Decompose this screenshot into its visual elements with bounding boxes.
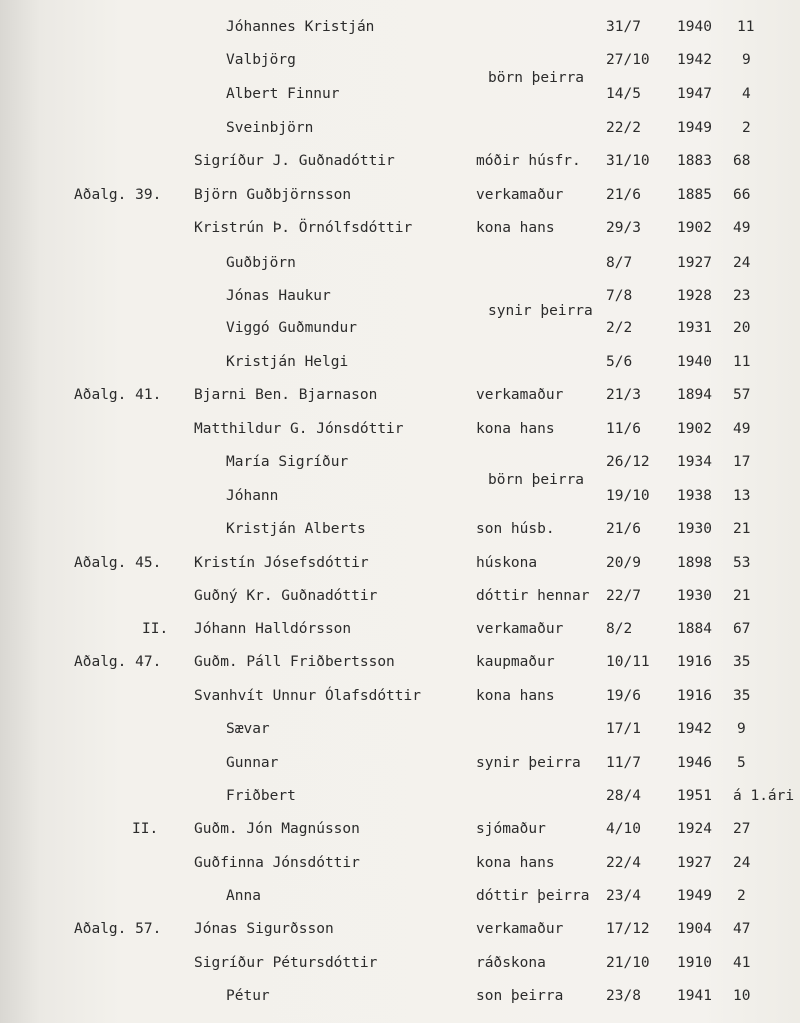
role-cell: ráðskona [476,955,546,971]
role-cell: kona hans [476,688,555,704]
table-row [0,851,800,875]
name-cell: Friðbert [226,788,296,804]
name-cell: Guðný Kr. Guðnadóttir [194,588,378,604]
age-cell: 17 [733,454,751,470]
age-cell: 2 [737,888,746,904]
role-cell: verkamaður [476,387,564,403]
role-cell: sjómaður [476,821,546,837]
birth-date-cell: 11/7 [606,755,641,771]
table-row [0,251,800,275]
birth-year-cell: 1934 [677,454,712,470]
name-cell: Valbjörg [226,52,296,68]
table-row [0,517,800,541]
name-cell: Jónas Haukur [226,288,331,304]
table-row [0,884,800,908]
name-cell: Sigríður J. Guðnadóttir [194,153,395,169]
birth-year-cell: 1928 [677,288,712,304]
birth-year-cell: 1927 [677,255,712,271]
age-cell: 35 [733,688,751,704]
birth-year-cell: 1924 [677,821,712,837]
birth-date-cell: 19/6 [606,688,641,704]
birth-year-cell: 1916 [677,688,712,704]
birth-year-cell: 1894 [677,387,712,403]
name-cell: Pétur [226,988,270,1004]
birth-year-cell: 1938 [677,488,712,504]
name-cell: Sveinbjörn [226,120,314,136]
birth-date-cell: 8/7 [606,255,633,271]
role-cell: son þeirra [476,988,564,1004]
name-cell: Guðm. Páll Friðbertsson [194,654,395,670]
name-cell: Björn Guðbjörnsson [194,187,352,203]
birth-year-cell: 1930 [677,521,712,537]
birth-date-cell: 26/12 [606,454,650,470]
name-cell: Guðbjörn [226,255,296,271]
age-cell: 41 [733,955,751,971]
age-cell: 23 [733,288,751,304]
birth-year-cell: 1942 [677,721,712,737]
name-cell: Gunnar [226,755,279,771]
table-row [0,48,800,72]
name-cell: Albert Finnur [226,86,340,102]
age-cell: 9 [742,52,751,68]
role-cell: húskona [476,555,538,571]
birth-year-cell: 1949 [677,120,712,136]
name-cell: Kristrún Þ. Örnólfsdóttir [194,220,413,236]
birth-year-cell: 1942 [677,52,712,68]
table-row [0,82,800,106]
name-cell: Sævar [226,721,270,737]
role-cell: verkamaður [476,621,564,637]
birth-date-cell: 17/1 [606,721,641,737]
birth-year-cell: 1940 [677,19,712,35]
birth-date-cell: 14/5 [606,86,641,102]
birth-date-cell: 27/10 [606,52,650,68]
table-row [0,617,800,641]
table-row [0,751,800,775]
name-cell: Jóhann [226,488,279,504]
age-cell: 67 [733,621,751,637]
group-note-children-2: börn þeirra [488,472,585,488]
role-cell: verkamaður [476,187,564,203]
name-cell: Guðfinna Jónsdóttir [194,855,360,871]
name-cell: Sigríður Pétursdóttir [194,955,378,971]
table-row [0,984,800,1008]
birth-date-cell: 5/6 [606,354,633,370]
name-cell: Viggó Guðmundur [226,320,357,336]
table-row [0,917,800,941]
birth-date-cell: 20/9 [606,555,641,571]
birth-date-cell: 10/11 [606,654,650,670]
age-cell: 20 [733,320,751,336]
birth-year-cell: 1902 [677,421,712,437]
age-cell: 11 [737,19,755,35]
table-row [0,183,800,207]
birth-year-cell: 1884 [677,621,712,637]
role-cell: dóttir þeirra [476,888,590,904]
address-cell: Aðalg. 57. [74,921,162,937]
role-cell: dóttir hennar [476,588,590,604]
birth-year-cell: 1910 [677,955,712,971]
name-cell: Kristján Alberts [226,521,366,537]
age-cell: 57 [733,387,751,403]
table-row [0,316,800,340]
age-cell: 53 [733,555,751,571]
group-note-sons: synir þeirra [488,303,593,319]
table-row [0,817,800,841]
role-cell: kaupmaður [476,654,555,670]
birth-date-cell: 21/6 [606,521,641,537]
role-cell: verkamaður [476,921,564,937]
age-cell: 27 [733,821,751,837]
birth-date-cell: 4/10 [606,821,641,837]
name-cell: Matthildur G. Jónsdóttir [194,421,404,437]
name-cell: María Sigríður [226,454,349,470]
table-row [0,216,800,240]
birth-date-cell: 19/10 [606,488,650,504]
birth-year-cell: 1941 [677,988,712,1004]
birth-year-cell: 1898 [677,555,712,571]
age-cell: 2 [742,120,751,136]
role-cell: móðir húsfr. [476,153,581,169]
birth-date-cell: 21/10 [606,955,650,971]
address-cell: Aðalg. 45. [74,555,162,571]
table-row [0,284,800,308]
birth-date-cell: 7/8 [606,288,633,304]
table-row [0,383,800,407]
table-row [0,584,800,608]
birth-date-cell: 23/4 [606,888,641,904]
address-cell: Aðalg. 39. [74,187,162,203]
birth-date-cell: 21/6 [606,187,641,203]
birth-year-cell: 1947 [677,86,712,102]
table-row [0,551,800,575]
age-cell: 10 [733,988,751,1004]
birth-year-cell: 1885 [677,187,712,203]
age-cell: 35 [733,654,751,670]
age-cell: 24 [733,255,751,271]
birth-date-cell: 22/2 [606,120,641,136]
birth-date-cell: 23/8 [606,988,641,1004]
age-cell: 47 [733,921,751,937]
birth-date-cell: 22/7 [606,588,641,604]
table-row [0,484,800,508]
birth-date-cell: 17/12 [606,921,650,937]
birth-date-cell: 22/4 [606,855,641,871]
address-cell: II. [142,621,169,637]
role-cell: son húsb. [476,521,555,537]
table-row [0,15,800,39]
table-row [0,116,800,140]
birth-date-cell: 2/2 [606,320,633,336]
table-row [0,717,800,741]
birth-year-cell: 1883 [677,153,712,169]
birth-date-cell: 29/3 [606,220,641,236]
birth-date-cell: 8/2 [606,621,633,637]
age-cell: 5 [737,755,746,771]
age-cell: 49 [733,421,751,437]
table-row [0,450,800,474]
role-cell: kona hans [476,421,555,437]
age-cell: 24 [733,855,751,871]
birth-year-cell: 1902 [677,220,712,236]
name-cell: Bjarni Ben. Bjarnason [194,387,378,403]
name-cell: Kristján Helgi [226,354,349,370]
address-cell: Aðalg. 41. [74,387,162,403]
birth-date-cell: 21/3 [606,387,641,403]
birth-year-cell: 1931 [677,320,712,336]
table-row [0,951,800,975]
birth-year-cell: 1946 [677,755,712,771]
role-cell: synir þeirra [476,755,581,771]
name-cell: Anna [226,888,261,904]
role-cell: kona hans [476,855,555,871]
address-cell: Aðalg. 47. [74,654,162,670]
name-cell: Jónas Sigurðsson [194,921,334,937]
birth-date-cell: 31/10 [606,153,650,169]
name-cell: Kristín Jósefsdóttir [194,555,369,571]
birth-year-cell: 1949 [677,888,712,904]
age-cell: 66 [733,187,751,203]
name-cell: Jóhann Halldórsson [194,621,352,637]
address-cell: II. [132,821,159,837]
birth-date-cell: 31/7 [606,19,641,35]
age-cell: 21 [733,588,751,604]
age-cell: 49 [733,220,751,236]
table-row [0,650,800,674]
age-cell: 68 [733,153,751,169]
age-cell: 13 [733,488,751,504]
birth-year-cell: 1930 [677,588,712,604]
table-row [0,149,800,173]
birth-date-cell: 11/6 [606,421,641,437]
birth-year-cell: 1916 [677,654,712,670]
name-cell: Svanhvít Unnur Ólafsdóttir [194,688,421,704]
age-cell: 9 [737,721,746,737]
table-row [0,684,800,708]
age-cell: 21 [733,521,751,537]
table-row [0,350,800,374]
age-cell: 11 [733,354,751,370]
birth-year-cell: 1904 [677,921,712,937]
birth-year-cell: 1951 [677,788,712,804]
table-row [0,784,800,808]
name-cell: Jóhannes Kristján [226,19,375,35]
birth-year-cell: 1940 [677,354,712,370]
name-cell: Guðm. Jón Magnússon [194,821,360,837]
age-cell: 4 [742,86,751,102]
birth-date-cell: 28/4 [606,788,641,804]
age-cell: á 1.ári [733,788,795,804]
group-note-children: börn þeirra [488,70,585,86]
table-row [0,417,800,441]
role-cell: kona hans [476,220,555,236]
birth-year-cell: 1927 [677,855,712,871]
